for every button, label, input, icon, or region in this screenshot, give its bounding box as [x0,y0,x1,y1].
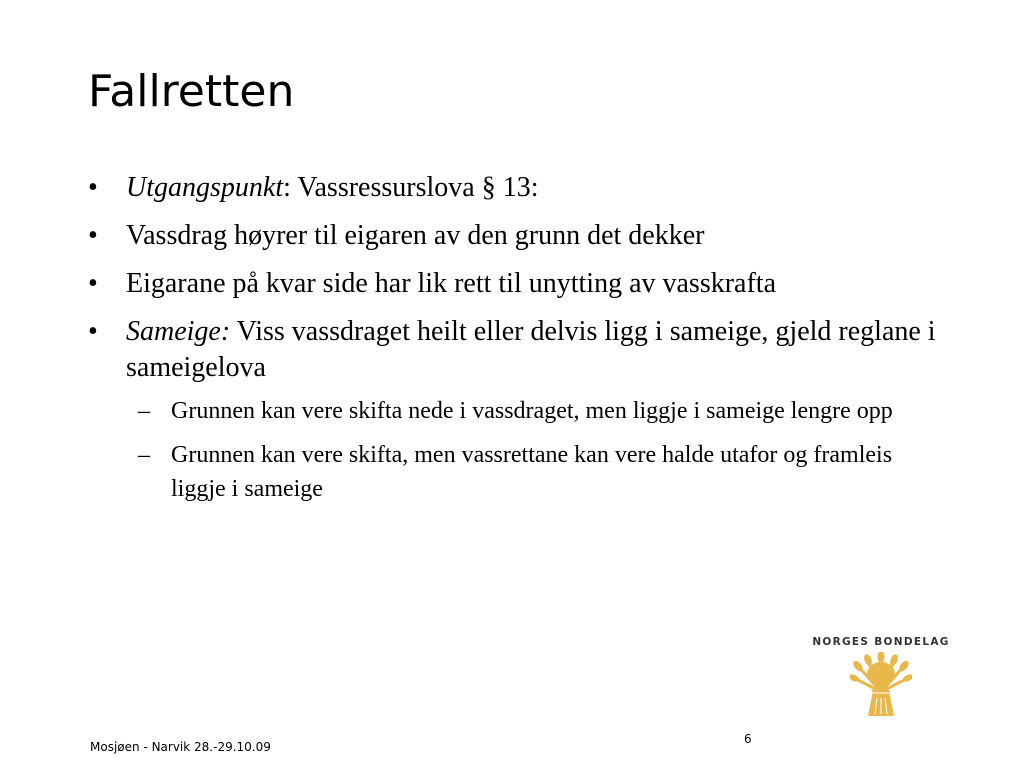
bullet-marker: • [88,220,98,251]
bullet-item [88,218,948,254]
page-number: 6 [744,732,752,746]
sub-bullet-item [126,394,948,428]
bullet-italic-label: Sameige: [126,316,231,347]
norges-bondelag-logo [806,636,956,726]
bullet-marker: • [88,316,98,347]
bullet-italic-label: Utgangspunkt [126,172,284,203]
bullet-marker: • [88,268,98,299]
sub-bullet-item [126,438,948,506]
bullet-text: Viss vassdraget heilt eller delvis ligg i sameige, gjeld reglane i sameigelova [126,316,936,383]
bullet-text: : Vassressurslova § 13: [283,172,539,203]
sub-bullet-text: Grunnen kan vere skifta nede i vassdraget, men liggje i sameige lengre opp [171,398,893,424]
bullet-text: Eigarane på kvar side har lik rett til unytting av vasskrafta [126,268,777,299]
sub-bullet-text: Grunnen kan vere skifta, men vassrettane kan vere halde utafor og framleis liggje i sameige [171,442,893,502]
sub-bullet-marker: – [138,398,150,424]
slide-content [88,170,948,518]
sub-bullet-list [126,394,948,506]
slide-title: Fallretten [88,66,295,117]
bullet-item [88,266,948,302]
wheat-sheaf-icon [850,652,912,718]
sub-bullet-marker: – [138,442,150,468]
bullet-marker: • [88,172,98,203]
bullet-item [88,314,948,506]
bullet-text: Vassdrag høyrer til eigaren av den grunn det dekker [126,220,705,251]
logo-text: NORGES BONDELAG [812,636,950,648]
bullet-item [88,170,948,206]
bullet-list [88,170,948,506]
footer-text: Mosjøen - Narvik 28.-29.10.09 [90,740,271,754]
